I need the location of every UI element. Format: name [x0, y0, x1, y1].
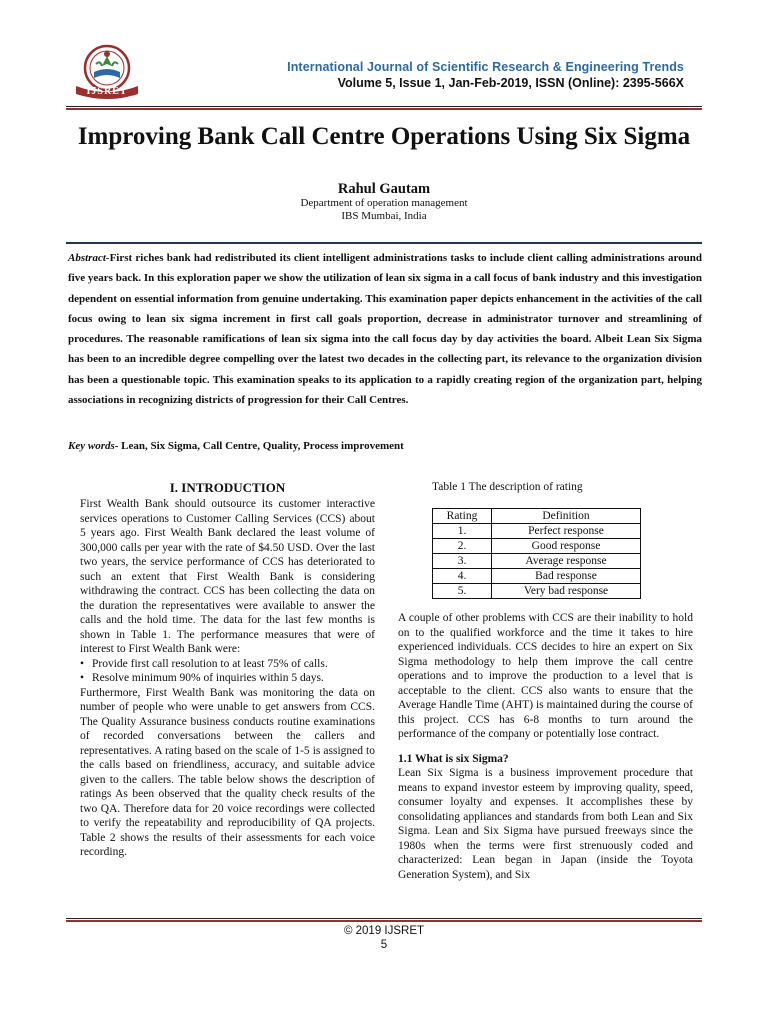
abstract-rule — [66, 242, 702, 244]
table-row — [433, 569, 641, 584]
table-header-cell: Rating — [433, 509, 492, 524]
table-cell: Perfect response — [492, 524, 641, 539]
logo-text: IJSRET — [86, 86, 128, 97]
table-cell: Good response — [492, 539, 641, 554]
table-cell: Bad response — [492, 569, 641, 584]
journal-name: International Journal of Scientific Research & Engineering Trends — [287, 60, 684, 74]
table-row — [433, 554, 641, 569]
author-department: Department of operation management — [300, 197, 468, 209]
table-header-row — [433, 509, 641, 524]
list-item: • Resolve minimum 90% of inquiries within 5 days. — [80, 672, 324, 684]
right-column — [398, 480, 693, 882]
abstract-text: First riches bank had redistributed its client intelligent administrations tasks to include client calling administrations around five years back. In this exploration paper we show the utilization of lean six sigma in a call focus of bank industry and this investigation dependent on essential information from genuine undertaking. This examination paper depicts enhancement in the activities of the call focus owing to lean six sigma increment in first call goals proportion, decrease in administrator turnover and streamlining of procedures. The reasonable ramifications of lean six sigma into the call focus day by day activities the board. Albeit Lean Six Sigma has been to an incredible degree compelling over the latest two decades in the collecting part, its relevance to the organization division has been a questionable topic. This examination speaks to its application to a rapidly creating region of the organization part, helping associations in recognizing districts of progression for their Call Centres. — [68, 252, 702, 407]
keywords — [68, 440, 702, 452]
table-cell: Average response — [492, 554, 641, 569]
keywords-text: - Lean, Six Sigma, Call Centre, Quality, Process improvement — [114, 440, 404, 452]
footer-copyright: © 2019 IJSRET — [343, 925, 425, 937]
abstract — [68, 248, 702, 410]
table-cell: 2. — [433, 539, 492, 554]
journal-issue: Volume 5, Issue 1, Jan-Feb-2019, ISSN (Online): 2395-566X — [337, 76, 684, 90]
intro-paragraph-1: First Wealth Bank should outsource its customer interactive services operations to Customer Calling Services (CCS) about 5 years ago. First Wealth Bank declared the least volume of 300,000 calls per year with the rate of $4.50 USD. Over the last two years, the service performance of CCS has deteriorated to such an extent that First Wealth Bank is considering withdrawing the contract. CCS has been collecting the data on the duration the representatives were available to answer the calls and the hold time. The data for the last few months is shown in Table 1. The performance measures that were of interest to First Wealth Bank were: — [80, 498, 375, 655]
right-paragraph-2: Lean Six Sigma is a business improvement procedure that means to expand investor esteem by improving quality, speed, consumer loyalty and expenses. It accomplishes these by consolidating appliances and standards from both Lean and Six Sigma. Lean and Six Sigma have pursued freeways since the 1980s when the terms were first strenuously coded and characterized: Lean began in Japan (inside the Toyota Generation System), and Six — [398, 767, 693, 881]
performance-measures-list — [80, 657, 375, 686]
section-heading-introduction: I. INTRODUCTION — [169, 480, 286, 495]
right-paragraph-1: A couple of other problems with CCS are their inability to hold on to the qualified workforce and the time it takes to hire experienced individuals. CCS decides to hire an expert on Six Sigma methodology to help them improve the call centre operations and to improve the production to a level that is acceptable to the client. CCS also wants to ensure that the Average Handle Time (AHT) is maintained during the course of this project. CCS has 6-8 months to turn around the performance of the company or potentially lose contract. — [398, 612, 693, 740]
table-cell: 5. — [433, 584, 492, 599]
table-cell: 4. — [433, 569, 492, 584]
subsection-heading-six-sigma: 1.1 What is six Sigma? — [398, 752, 509, 765]
bullet-icon: • — [80, 672, 85, 684]
table-header-cell: Definition — [492, 509, 641, 524]
paper-title: Improving Bank Call Centre Operations Using Six Sigma — [77, 123, 691, 150]
abstract-lead: Abstract- — [68, 252, 110, 264]
table-cell: 1. — [433, 524, 492, 539]
rating-table — [432, 508, 641, 599]
footer-rule — [66, 918, 702, 922]
table-row — [433, 584, 641, 599]
bullet-icon: • — [80, 657, 85, 670]
list-item: • Provide first call resolution to at least 75% of calls. — [80, 657, 328, 670]
table-caption: Table 1 The description of rating — [432, 481, 583, 493]
journal-logo — [66, 42, 148, 104]
paper-author: Rahul Gautam — [337, 181, 431, 197]
table-cell: Very bad response — [492, 584, 641, 599]
author-institution: IBS Mumbai, India — [341, 210, 427, 222]
author-affiliation — [66, 197, 702, 223]
page-number: 5 — [380, 939, 388, 951]
table-row — [433, 524, 641, 539]
header-rule — [66, 106, 702, 110]
keywords-lead: Key words — [68, 440, 115, 452]
table-cell: 3. — [433, 554, 492, 569]
intro-paragraph-2: Furthermore, First Wealth Bank was monitoring the data on number of people who were unable to get answers from CCS. The Quality Assurance business conducts routine examinations of recorded conversations between the callers and representatives. A rating based on the scale of 1-5 is assigned to the calls based on friendliness, accuracy, and suitable advice given to the callers. The table below shows the description of ratings As been observed that the quality check results of the two QA. Therefore data for 20 voice recordings were collected to verify the repeatability and reproducibility of QA projects. Table 2 shows the results of their assessments for each voice recording. — [80, 686, 375, 858]
left-column — [80, 480, 375, 860]
table-row — [433, 539, 641, 554]
